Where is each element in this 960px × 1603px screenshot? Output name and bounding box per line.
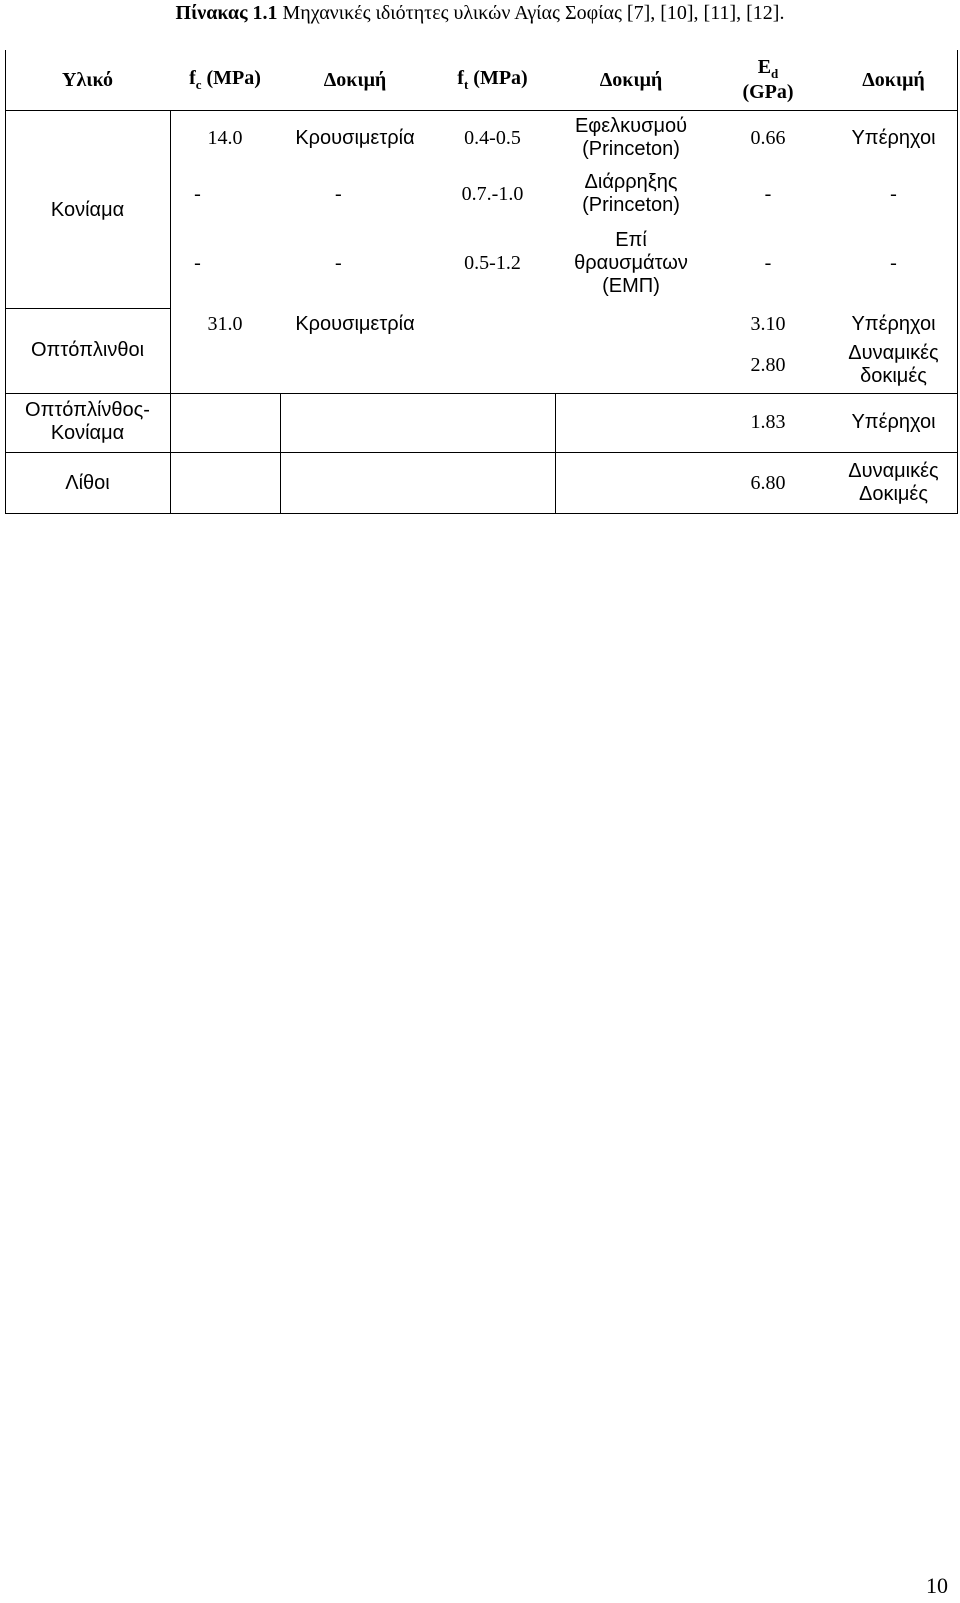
mortar-r3-test1 [280,222,430,304]
cell-value: 6.80 [750,471,786,494]
cell-value: 0.5-1.2 [464,251,521,274]
cell-value: - [335,251,342,274]
cell-value: - [764,182,772,205]
cell-value: 3.10 [750,312,786,335]
material-mortar [5,110,170,310]
mortar-r2-test2 [555,166,707,222]
material-brick-mortar [5,392,170,452]
mortar-r2-ed [707,166,829,222]
material-brick-mortar-line-2: Κονίαμα [50,422,125,444]
header-ft-sub: t [463,77,469,93]
cell-value: - [335,182,342,205]
cell-value: 0.4-0.5 [464,126,521,149]
table-border [957,50,958,514]
cell-value-line-2: Δοκιμές [858,483,928,505]
material-mortar-text: Κονίαμα [50,198,125,221]
cell-value: Κρουσιμετρία [295,126,415,149]
material-bricks [5,330,170,370]
cell-value: 31.0 [207,312,243,335]
header-ft-symbol: f [457,67,464,90]
mortar-r3-ed [707,222,829,304]
header-fc [170,50,280,110]
header-test-2 [555,50,707,110]
header-fc-unit: (MPa) [201,67,261,90]
header-ed-sub: d [771,65,779,81]
cell-value-line-1: Επί [615,228,647,251]
header-test-3-text: Δοκιμή [862,68,925,91]
mortar-r1-ft [430,110,555,166]
header-fc-symbol: f [189,67,196,90]
header-test-1 [280,50,430,110]
page-number: 10 [926,1573,948,1598]
mortar-r3-test2 [555,222,707,304]
table-border [280,394,281,514]
table-border [5,50,6,514]
header-ed [707,50,829,110]
bricks-r1-ed [707,310,829,338]
bricks-r2-ed [707,338,829,392]
cell-value: - [194,182,201,205]
cell-value: 2.80 [750,353,786,376]
material-bricks-text: Οπτόπλινθοι [30,338,145,361]
cell-value: 1.83 [750,410,786,433]
cell-value: Υπέρηχοι [851,312,936,335]
header-ed-symbol: E [757,55,772,78]
mortar-r2-fc [170,166,225,222]
header-material [5,50,170,110]
bricks-r1-test3 [829,310,958,338]
table-border [555,394,556,514]
cell-value-line-2: δοκιμές [860,365,927,387]
header-material-text: Υλικό [62,68,113,91]
header-test-3 [829,50,958,110]
brick-mortar-ed [707,392,829,452]
caption-text: Μηχανικές ιδιότητες υλικών Αγίας Σοφίας [7], [10], [11], [12]. [277,2,785,24]
table-border [5,452,957,453]
brick-mortar-test3 [829,392,958,452]
table-border [170,110,171,514]
mortar-r1-fc [170,110,280,166]
properties-table [5,50,958,514]
material-stones [5,452,170,514]
bricks-r1-test1 [280,310,430,338]
stones-ed [707,452,829,514]
header-test-1-text: Δοκιμή [323,68,387,91]
mortar-r3-ft [430,222,555,304]
cell-value-line-2: (Princeton) [582,138,680,160]
table-caption [0,2,960,25]
cell-value-line-3: (ΕΜΠ) [602,274,660,297]
cell-value: - [890,251,897,274]
mortar-r1-test3 [829,110,958,166]
bricks-r1-fc [170,310,280,338]
mortar-r3-fc [170,222,225,304]
table-border [5,513,957,514]
header-fc-sub: c [195,77,202,93]
table-border [5,110,957,111]
header-ed-unit: (GPa) [742,81,794,104]
cell-value-line-1: Διάρρηξης [584,171,678,193]
mortar-r2-test3 [829,166,958,222]
cell-value-line-2: θραυσμάτων [574,251,688,274]
mortar-r1-ed [707,110,829,166]
cell-value: 14.0 [207,126,243,149]
cell-value: 0.7.-1.0 [461,182,524,205]
material-stones-text: Λίθοι [65,471,110,494]
stones-test3 [829,452,958,514]
cell-value: Υπέρηχοι [851,126,936,149]
header-ft-unit: (MPa) [468,67,528,90]
table-border [5,393,957,394]
cell-value: - [194,251,201,274]
cell-value: - [764,251,772,274]
cell-value: 0.66 [750,126,786,149]
cell-value: Υπέρηχοι [851,410,936,433]
mortar-r3-test3 [829,222,958,304]
mortar-r2-ft [430,166,555,222]
header-test-2-text: Δοκιμή [599,68,663,91]
caption-label: Πίνακας 1.1 [175,2,278,24]
mortar-r2-test1 [280,166,430,222]
cell-value-line-1: Δυναμικές [848,460,939,482]
cell-value: - [890,182,897,205]
cell-value-line-1: Δυναμικές [848,342,939,364]
cell-value-line-2: (Princeton) [582,194,680,216]
material-brick-mortar-line-1: Οπτόπλίνθος- [25,399,150,421]
cell-value-line-1: Εφελκυσμού [574,115,688,137]
header-ft [430,50,555,110]
bricks-r2-test3 [829,338,958,392]
cell-value: Κρουσιμετρία [295,312,415,335]
mortar-r1-test1 [280,110,430,166]
mortar-r1-test2 [555,110,707,166]
table-border [5,308,170,309]
